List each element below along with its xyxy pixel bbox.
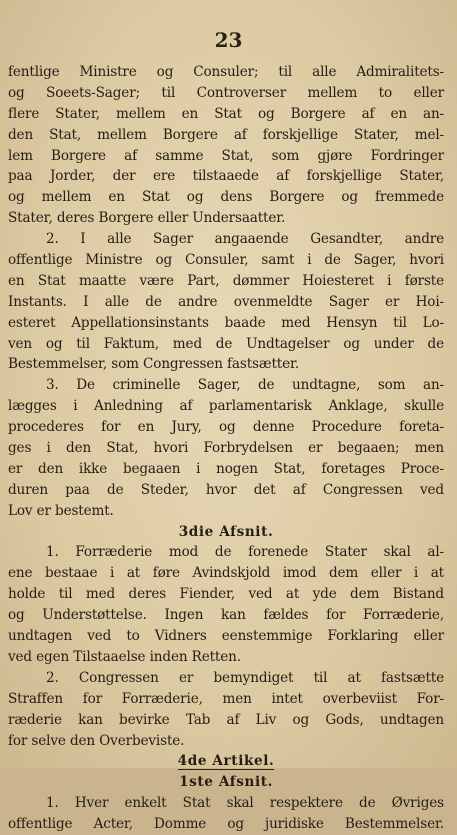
text-line: offentlige Acter, Domme og juridiske Bestemmelser. <box>8 816 444 833</box>
text-line: ræderie kan bevirke Tab af Liv og Gods, undtagen <box>8 711 444 728</box>
text-line: 1. Forræderie mod de forenede Stater skal al- <box>46 544 444 561</box>
text-line: 2. I alle Sager angaaende Gesandter, andre <box>46 231 444 248</box>
section-heading: 4de Artikel. <box>177 753 275 770</box>
text-line: lem Borgere af samme Stat, som gjøre Fordringer <box>8 147 444 164</box>
body-text <box>8 62 444 835</box>
text-line: Instants. I alle de andre ovenmeldte Sager er Hoi- <box>8 293 444 310</box>
text-line: holde til med deres Fiender, ved at yde dem Bistand <box>8 586 444 603</box>
text-line: fentlige Ministre og Consuler; til alle Admiralitets- <box>8 64 444 80</box>
section-heading: 3die Afsnit. <box>178 523 274 540</box>
text-line: en Stat maatte være Part, dømmer Hoiesteret i første <box>8 272 444 289</box>
text-line: paa Jorder, der ere tilstaaede af forskjellige Stater, <box>8 168 444 185</box>
text-line: og mellem en Stat og dens Borgere og fremmede <box>8 189 444 206</box>
text-line: 3. De criminelle Sager, de undtagne, som an- <box>46 377 444 394</box>
text-line: Lov er bestemt. <box>8 502 114 519</box>
text-line: ene bestaae i at føre Avindskjold imod dem eller i at <box>8 565 444 582</box>
text-line: 1. Hver enkelt Stat skal respektere de Øvriges <box>46 795 444 812</box>
text-line: den Stat, mellem Borgere af forskjellige Stater, mel- <box>8 126 444 143</box>
text-line: og Soeets-Sager; til Controverser mellem to eller <box>8 84 444 101</box>
text-line: duren paa de Steder, hvor det af Congressen ved <box>8 481 444 498</box>
section-heading: 1ste Afsnit. <box>179 774 273 791</box>
text-line: ven og til Faktum, med de Undtagelser og under de <box>8 335 444 352</box>
text-line: flere Stater, mellem en Stat og Borgere af en an- <box>8 105 444 122</box>
text-line: Stater, deres Borgere eller Undersaatter. <box>8 210 286 227</box>
page-number: 23 <box>214 28 243 52</box>
text-line: undtagen ved to Vidners eenstemmige Forklaring eller <box>8 628 444 645</box>
text-line: 2. Congressen er bemyndiget til at fastsætte <box>46 669 444 686</box>
text-line: er den ikke begaaen i nogen Stat, foretages Proce- <box>8 460 444 477</box>
text-line: esteret Appellationsinstants baade med Hensyn til Lo- <box>8 314 444 331</box>
text-line: offentlige Ministre og Consuler, samt i de Sager, hvori <box>8 252 444 269</box>
text-line: og Understøttelse. Ingen kan fældes for Forræderie, <box>8 607 444 624</box>
text-line: ved egen Tilstaaelse inden Retten. <box>8 648 241 665</box>
text-line: Straffen for Forræderie, men intet overbeviist For- <box>8 690 444 707</box>
text-line: ges i den Stat, hvori Forbrydelsen er begaaen; men <box>8 440 444 457</box>
text-line: Bestemmelser, som Congressen fastsætter. <box>8 356 300 373</box>
text-line: lægges i Anledning af parlamentarisk Anklage, skulle <box>8 398 444 415</box>
text-line: for selve den Overbeviste. <box>8 732 185 749</box>
text-line: procederes for en Jury, og denne Procedure foreta- <box>8 419 444 436</box>
